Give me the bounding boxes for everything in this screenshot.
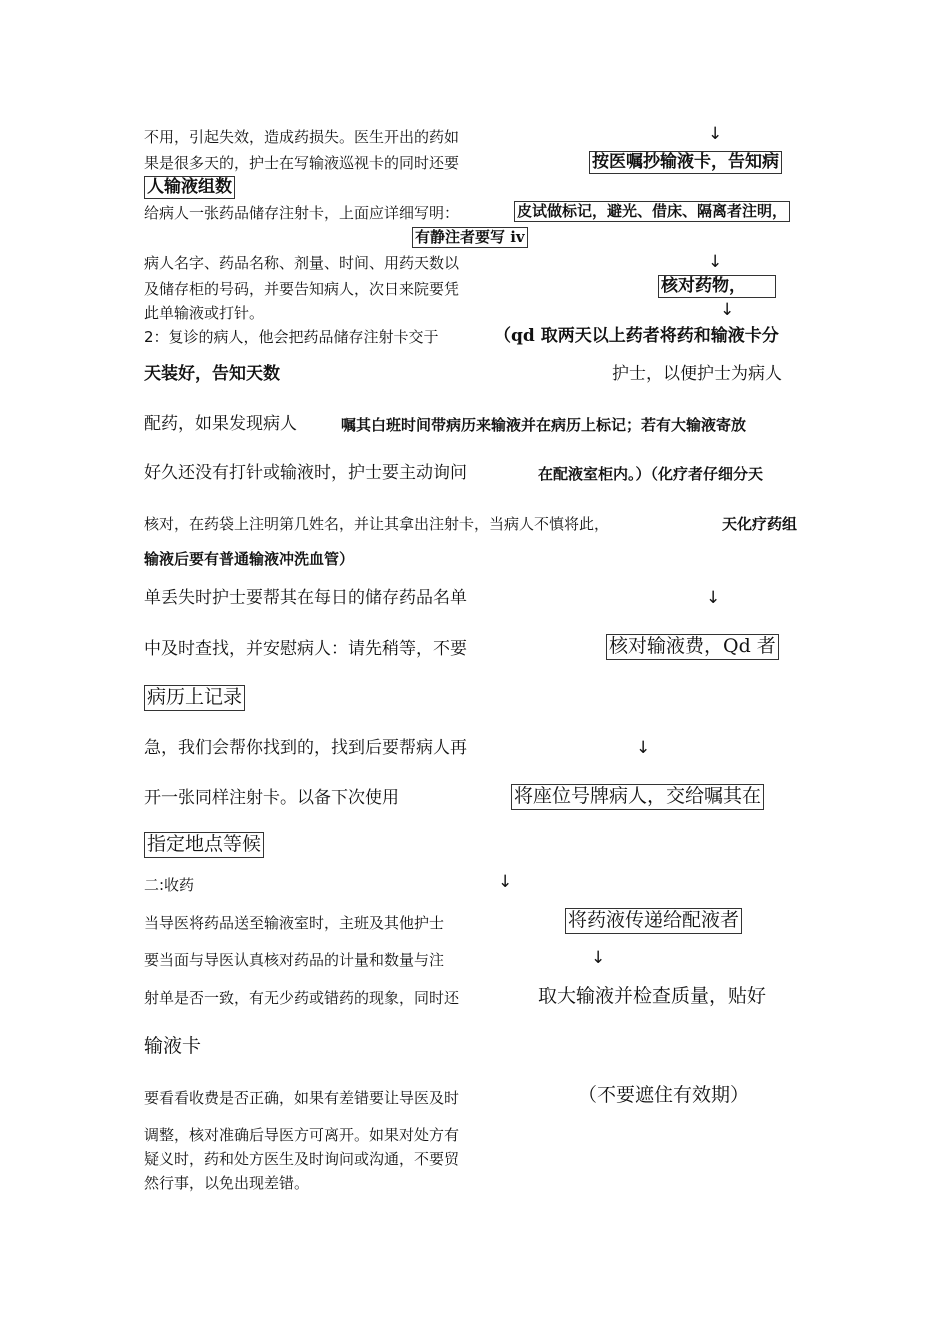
note-text: 嘱其白班时间带病历来输液并在病历上标记；若有大输液寄放	[341, 416, 747, 434]
down-arrow-icon: ↓	[708, 252, 723, 272]
flow-box-iv: 有静注者要写 iv	[412, 227, 528, 248]
down-arrow-icon: ↓	[708, 124, 723, 144]
flow-box-check-fee: 核对输液费，Qd 者	[606, 634, 779, 660]
body-text-line: 护士，以便护士为病人	[612, 364, 782, 384]
flow-box-seat-number: 将座位号牌病人，交给嘱其在	[511, 784, 764, 810]
body-text-line: 此单输液或打针。	[144, 304, 265, 322]
flow-box-check-fee-cont: 病历上记录	[144, 685, 245, 711]
body-text-line: 配药，如果发现病人	[144, 414, 297, 434]
body-text-line: 要看看收费是否正确，如果有差错要让导医及时	[144, 1089, 460, 1107]
note-text: 输液后要有普通输液冲洗血管）	[144, 550, 355, 568]
body-text-line: 病人名字、药品名称、剂量、时间、用药天数以	[144, 254, 460, 272]
body-text-line: 疑义时，药和处方医生及时询问或沟通，不要贸	[144, 1150, 460, 1168]
down-arrow-icon: ↓	[636, 738, 651, 758]
check-quality-text-cont: 输液卡	[144, 1035, 202, 1057]
flow-box-skin-test: 皮试做标记，避光、借床、隔离者注明，	[514, 201, 790, 222]
flow-box-check-drugs: 核对药物，	[658, 275, 776, 298]
body-text-line: 当导医将药品送至输液室时，主班及其他护士	[144, 914, 445, 932]
body-text-line: 急，我们会帮你找到的，找到后要帮病人再	[144, 738, 467, 758]
flow-box-transcribe: 按医嘱抄输液卡，告知病	[589, 151, 782, 174]
body-text-line: 2：复诊的病人，他会把药品储存注射卡交于	[144, 328, 439, 346]
flow-box-seat-number-cont: 指定地点等候	[144, 832, 264, 858]
body-text-line: 射单是否一致，有无少药或错药的现象，同时还	[144, 989, 460, 1007]
body-text-line: 及储存柜的号码，并要告知病人，次日来院要凭	[144, 280, 460, 298]
check-quality-text: 取大输液并检查质量，贴好	[538, 985, 767, 1007]
note-text: 在配液室柜内。）（化疗者仔细分天	[538, 465, 764, 483]
down-arrow-icon: ↓	[498, 872, 513, 892]
body-text-line: 开一张同样注射卡。以备下次使用	[144, 788, 399, 808]
body-text-line: 不用，引起失效，造成药损失。医生开出的药如	[144, 128, 460, 146]
body-text-line: 中及时查找，并安慰病人：请先稍等，不要	[144, 639, 467, 659]
body-text-line: 核对，在药袋上注明第几姓名，并让其拿出注射卡，当病人不慎将此，	[144, 515, 610, 533]
down-arrow-icon: ↓	[591, 948, 606, 968]
body-text-line: 给病人一张药品储存注射卡，上面应详细写明：	[144, 204, 460, 222]
flow-box-transcribe-cont: 人输液组数	[144, 176, 235, 199]
down-arrow-icon: ↓	[706, 588, 721, 608]
body-text-line: 果是很多天的，护士在写输液巡视卡的同时还要	[144, 154, 460, 172]
down-arrow-icon: ↓	[720, 300, 735, 320]
body-text-line: 好久还没有打针或输液时，护士要主动询问	[144, 463, 467, 483]
section-heading: 二:收药	[144, 876, 195, 894]
qd-instruction-cont: 天装好，告知天数	[144, 364, 280, 384]
note-text: 天化疗药组	[722, 515, 798, 533]
expiry-note: （不要遮住有效期）	[578, 1084, 750, 1106]
body-text-line: 要当面与导医认真核对药品的计量和数量与注	[144, 951, 445, 969]
body-text-line: 然行事，以免出现差错。	[144, 1174, 310, 1192]
qd-instruction: （qd 取两天以上药者将药和输液卡分	[494, 326, 779, 346]
body-text-line: 单丢失时护士要帮其在每日的储存药品名单	[144, 588, 467, 608]
flow-box-pass-to-dispenser: 将药液传递给配液者	[565, 908, 742, 934]
body-text-line: 调整，核对准确后导医方可离开。如果对处方有	[144, 1126, 460, 1144]
